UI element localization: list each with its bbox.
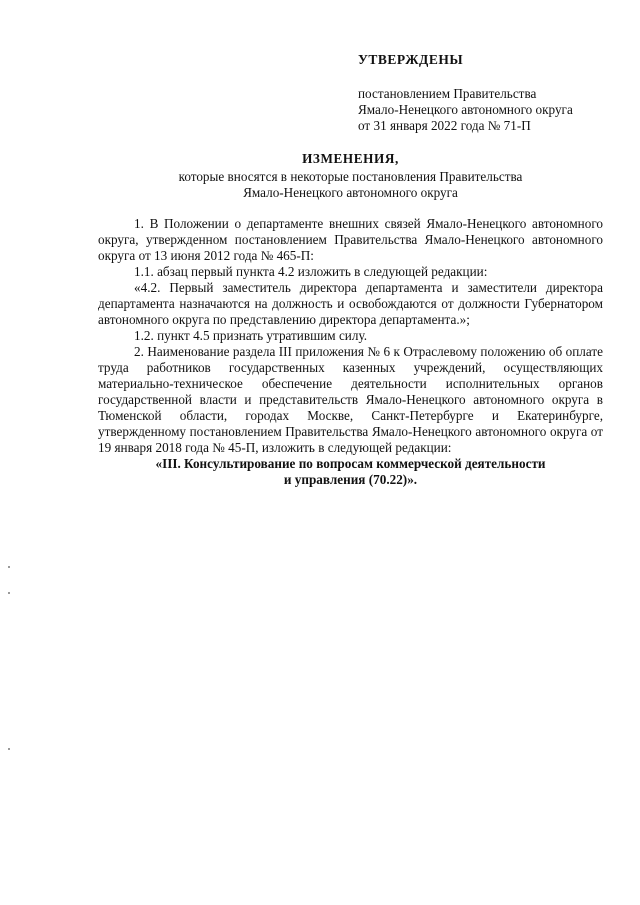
title-main: ИЗМЕНЕНИЯ, [302,151,399,166]
title-line-2: Ямало-Ненецкого автономного округа [243,185,458,200]
paragraph-2: 2. Наименование раздела III приложения № 6 к Отраслевому положению об оплате труда работников государственных казенных учреждений, осуществляющих материально-техническое обеспечение деятельности исполнительных органов государственной власти и представительств Ямало-Ненецкого автономного округа в Тюменской области, городах Москве, Санкт-Петербурге и Екатеринбурге, утвержденному постановлением Правительства Ямало-Ненецкого автономного округа от 19 января 2018 года № 45-П, изложить в следующей редакции: [98,344,603,455]
paragraph-1: 1. В Положении о департаменте внешних связей Ямало-Ненецкого автономного округа, утвержденном постановлением Правительства Ямало-Ненецкого автономного округа от 13 июня 2012 года № 465-П: [98,216,603,263]
approval-line-2: Ямало-Ненецкого автономного округа [358,102,573,117]
paragraph-1-quote: «4.2. Первый заместитель директора департамента и заместители директора департамента назначаются на должность и освобождаются от должности Губернатором автономного округа по представлению директора департамента.»; [98,280,603,327]
approval-line-1: постановлением Правительства [358,86,537,101]
approval-line-3: от 31 января 2022 года № 71-П [358,118,531,133]
paragraph-1-2: 1.2. пункт 4.5 признать утратившим силу. [134,328,368,343]
approval-heading: УТВЕРЖДЕНЫ [358,52,464,67]
paragraph-1-1: 1.1. абзац первый пункта 4.2 изложить в следующей редакции: [134,264,488,279]
paragraph-2-quote-line-1: «III. Консультирование по вопросам коммерческой деятельности [155,456,546,471]
scan-mark [8,748,10,750]
title-line-1: которые вносятся в некоторые постановления Правительства [178,169,523,184]
approval-block [358,52,628,134]
scan-mark [8,592,10,594]
paragraph-2-quote-line-2: и управления (70.22)». [283,472,418,487]
scan-mark [8,566,10,568]
document-title [98,151,603,201]
document-body [98,216,603,488]
